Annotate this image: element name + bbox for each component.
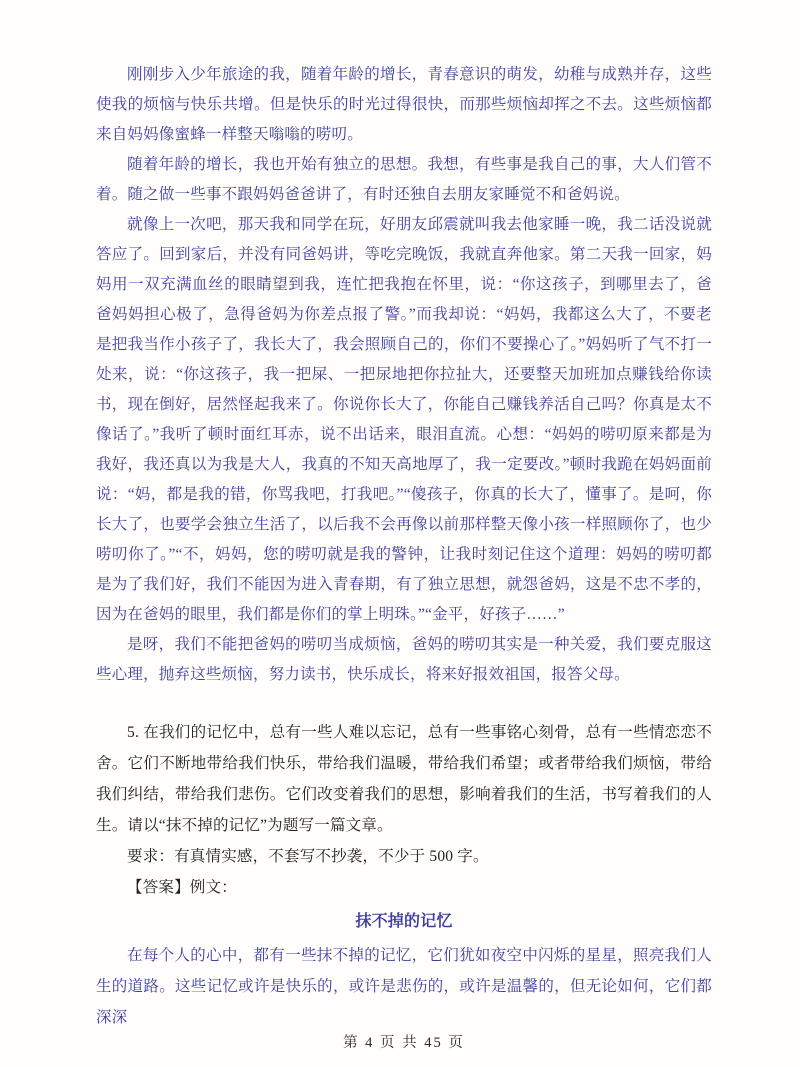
answer-label: 【答案】例文： (127, 879, 237, 896)
question-requirement: 要求：有真情实感，不套写不抄袭，不少于 500 字。 (127, 848, 489, 865)
question-text: 5. 在我们的记忆中，总有一些人难以忘记，总有一些事铭心刻骨，总有一些情恋恋不舍。它们不断地带给我们快乐，带给我们温暖，带给我们希望；或者带给我们烦恼，带给我们纠结，带给我们悲伤。它们改变着我们的思想，影响着我们的生活，书写着我们的人生。请以“抹不掉的记忆”为题写一篇文章。 (96, 724, 712, 834)
answer-essay-question4 (96, 60, 712, 690)
question-5 (96, 717, 712, 903)
page-number-text: 第 4 页 共 45 页 (343, 1035, 465, 1051)
model-essay (96, 906, 712, 1033)
page-footer (96, 1033, 712, 1067)
essay-paragraph: 在每个人的心中，都有一些抹不掉的记忆，它们犹如夜空中闪烁的星星，照亮我们人生的道路。这些记忆或许是快乐的，或许是悲伤的，或许是温馨的，但无论如何，它们都深深 (96, 947, 712, 1026)
essay-paragraph: 随着年龄的增长，我也开始有独立的思想。我想，有些事是我自己的事，大人们管不着。随之做一些事不跟妈妈爸爸讲了，有时还独自去朋友家睡觉不和爸妈说。 (96, 156, 712, 203)
model-essay-title: 抹不掉的记忆 (355, 913, 453, 930)
essay-paragraph: 就像上一次吧，那天我和同学在玩，好朋友邱震就叫我去他家睡一晚，我二话没说就答应了。回到家后，并没有同爸妈讲，等吃完晚饭，我就直奔他家。第二天我一回家，妈妈用一双充满血丝的眼睛望到我，连忙把我抱在怀里，说：“你这孩子，到哪里去了，爸爸妈妈担心极了，急得爸妈为你差点报了警。”而我却说：“妈妈，我都这么大了，不要老是把我当作小孩子了，我长大了，我会照顾自己的，你们不要操心了。”妈妈听了气不打一处来，说：“你这孩子，我一把屎、一把尿地把你拉扯大，还要整天加班加点赚钱给你读书，现在倒好，居然怪起我来了。你说你长大了，你能自己赚钱养活自己吗？你真是太不像话了。”我听了顿时面红耳赤，说不出话来，眼泪直流。心想：“妈妈的唠叨原来都是为我好，我还真以为我是大人，我真的不知天高地厚了，我一定要改。”顿时我跪在妈妈面前说：“妈，都是我的错，你骂我吧，打我吧。”“傻孩子，你真的长大了，懂事了。是呵，你长大了，也要学会独立生活了，以后我不会再像以前那样整天像小孩一样照顾你了，也少唠叨你了。”“不，妈妈，您的唠叨就是我的警钟，让我时刻记住这个道理：妈妈的唠叨都是为了我们好，我们不能因为进入青春期，有了独立思想，就怨爸妈，这是不忠不孝的，因为在爸妈的眼里，我们都是你们的掌上明珠。”“金平，好孩子……” (96, 216, 712, 623)
essay-paragraph: 刚刚步入少年旅途的我，随着年龄的增长，青春意识的萌发，幼稚与成熟并存，这些使我的烦恼与快乐共增。但是快乐的时光过得很快，而那些烦恼却挥之不去。这些烦恼都来自妈妈像蜜蜂一样整天嗡嗡的唠叨。 (96, 66, 712, 143)
essay-paragraph: 是呀，我们不能把爸妈的唠叨当成烦恼，爸妈的唠叨其实是一种关爱，我们要克服这些心理，抛弃这些烦恼，努力读书，快乐成长，将来好报效祖国，报答父母。 (96, 636, 712, 683)
